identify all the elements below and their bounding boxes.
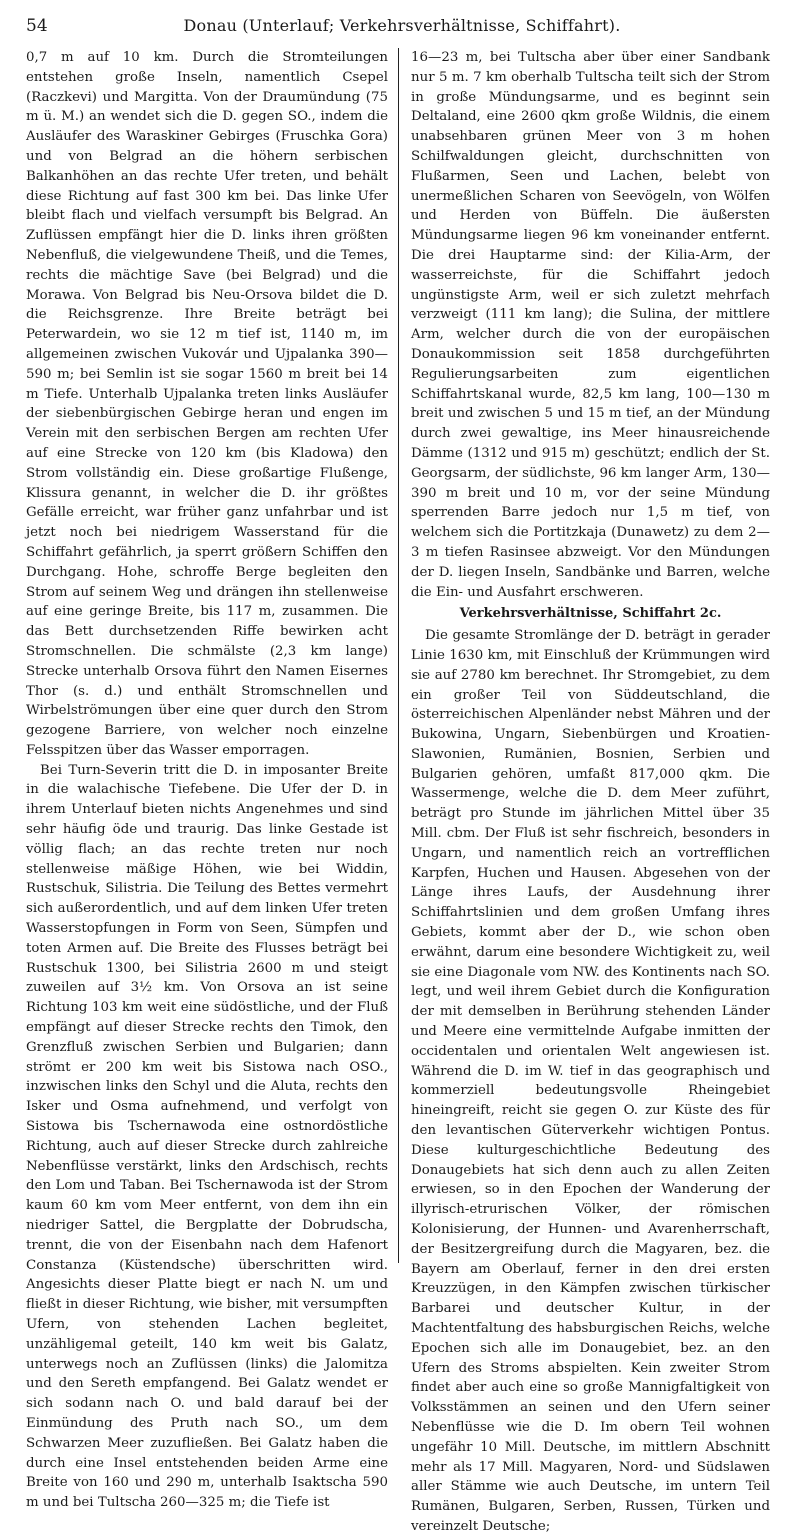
paragraph: 16—23 m, bei Tultscha aber über einer Sandbank nur 5 m. 7 km oberhalb Tultscha teilt sich der Strom in große Mündungsarme, und es beginnt sein Deltaland, eine 2600 qkm große Wildnis, die einem unabsehbaren grünen Meer von 3 m hohen Schilfwaldungen gleicht, durchschnitten von Flußarmen, Seen und Lachen, belebt von unermeßlichen Scharen von Seevögeln, von Wölfen und Herden von Büffeln. Die äußersten Mündungsarme liegen 96 km voneinander entfernt. Die drei Hauptarme sind: der Kilia-Arm, der wasserreichste, für die Schiffahrt jedoch ungünstigste Arm, weil er sich zuletzt mehrfach verzweigt (111 km lang); die Sulina, der mittlere Arm, welcher durch die von der europäischen Donaukommission seit 1858 durchgeführten Regulierungsarbeiten zum eigentlichen Schiffahrtskanal wurde, 82,5 km lang, 100—130 m breit und zwischen 5 und 15 m tief, an der Mündung durch zwei gewaltige, ins Meer hinausreichende Dämme (1312 und 915 m) geschützt; endlich der St. Georgsarm, der südlichste, 96 km langer Arm, 130—390 m breit und 10 m, vor der seine Mündung sperrenden Barre jedoch nur 1,5 m tief, von welchem sich die Portitzkaja (Dunawetz) zu dem 2—3 m tiefen Rasinsee abzweigt. Vor den Mündungen der D. liegen Inseln, Sandbänke und Barren, welche die Ein- und Ausfahrt erschweren. bbox=[411, 50, 770, 600]
right-column bbox=[398, 48, 770, 1534]
page-header bbox=[26, 16, 778, 40]
text-columns bbox=[26, 48, 778, 1534]
section-heading: Verkehrsverhältnisse, Schiffahrt 2c. bbox=[459, 606, 722, 622]
paragraph: Die gesamte Stromlänge der D. beträgt in gerader Linie 1630 km, mit Einschluß der Krümmungen wird sie auf 2780 km berechnet. Ihr Stromgebiet, zu dem ein großer Teil von Süddeutschland, die österreichischen Alpenländer nebst Mähren und der Bukowina, Ungarn, Siebenbürgen und Kroatien-Slawonien, Rumänien, Bosnien, Serbien und Bulgarien gehören, umfaßt 817,000 qkm. Die Wassermenge, welche die D. dem Meer zuführt, beträgt pro Stunde im jährlichen Mittel über 35 Mill. cbm. Der Fluß ist sehr fischreich, besonders in Ungarn, und namentlich reich an vortrefflichen Karpfen, Huchen und Hausen. Abgesehen von der Länge ihres Laufs, der Ausdehnung ihrer Schiffahrtslinien und dem großen Umfang ihres Gebiets, kommt aber der D., wie schon oben erwähnt, darum eine besondere Wichtigkeit zu, weil sie eine Diagonale vom NW. des Kontinents nach SO. legt, und weil ihrem Gebiet durch die Konfiguration der mit demselben in Berührung stehenden Länder und Meere eine vermittelnde Aufgabe inmitten der occidentalen und orientalen Welt angewiesen ist. Während die D. im W. tief in das geographisch und kommerziell bedeutungsvolle Rheingebiet hineingreift, reicht sie gegen O. zur Küste des für den levantischen Güterverkehr wichtigen Pontus. Diese kulturgeschichtliche Bedeutung des Donaugebiets hat sich denn auch zu allen Zeiten erwiesen, so in den Epochen der Wanderung der illyrisch-etrurischen Völker, der römischen Kolonisierung, der Hunnen- und Avarenherrschaft, der Besitzergreifung durch die Magyaren, bez. die Bayern am Oberlauf, ferner in den drei ersten Kreuzzügen, in den Kämpfen zwischen türkischer Barbarei und deutscher Kultur, in der Machtentfaltung des habsburgischen Reichs, welche Epochen sich alle im Donaugebiet, bez. an den Ufern des Stroms abspielten. Kein zweiter Strom findet aber auch eine so große Mannigfaltigkeit von Volksstämmen an seinen und den Ufern seiner Nebenflüsse wie die D. Im obern Teil wohnen ungefähr 10 Mill. Deutsche, im mittlern Abschnitt mehr als 17 Mill. Magyaren, Nord- und Südslawen aller Stämme wie auch Deutsche, im untern Teil Rumänen, Bulgaren, Serben, Russen, Türken und vereinzelt Deutsche; bbox=[411, 628, 770, 1534]
running-title: Donau (Unterlauf; Verkehrsverhältnisse, Schiffahrt). bbox=[183, 16, 621, 35]
paragraph: Bei Turn-Severin tritt die D. in imposanter Breite in die walachische Tiefebene. Die Ufer der D. in ihrem Unterlauf bieten nichts Angenehmes und sind sehr häufig öde und traurig. Das linke Gestade ist völlig flach; an das rechte treten nur noch stellenweise mäßige Höhen, wie bei Widdin, Rustschuk, Silistria. Die Teilung des Bettes vermehrt sich außerordentlich, und auf dem linken Ufer treten Wasserstopfungen in Form von Seen, Sümpfen und toten Armen auf. Die Breite des Flusses beträgt bei Rustschuk 1300, bei Silistria 2600 m und steigt zuweilen auf 3½ km. Von Orsova an ist seine Richtung 103 km weit eine südöstliche, und der Fluß empfängt auf dieser Strecke rechts den Timok, den Grenzfluß zwischen Serbien und Bulgarien; dann strömt er 200 km weit bis Sistowa nach OSO., inzwischen links den Schyl und die Aluta, rechts den Isker und Osma aufnehmend, und verfolgt von Sistowa bis Tschernawoda eine ostnordöstliche Richtung, auch auf dieser Strecke durch zahlreiche Nebenflüsse verstärkt, links den Ardschisch, rechts den Lom und Taban. Bei Tschernawoda ist der Strom kaum 60 km vom Meer entfernt, von dem ihn ein niedriger Sattel, die Bergplatte der Dobrudscha, trennt, die von der Eisenbahn nach dem Hafenort Constanza (Küstendsche) überschritten wird. Angesichts dieser Platte biegt er nach N. um und fließt in dieser Richtung, wie bisher, mit versumpften Ufern, von stehenden Lachen begleitet, unzähligemal geteilt, 140 km weit bis Galatz, unterwegs noch an Zuflüssen (links) die Jalomitza und den Sereth empfangend. Bei Galatz wendet er sich sodann nach O. und bald darauf bei der Einmündung des Pruth nach SO., um dem Schwarzen Meer zuzufließen. Bei Galatz haben die durch eine Insel entstehenden beiden Arme eine Breite von 160 und 290 m, unterhalb Isaktscha 590 m und bei Tultscha 260—325 m; die Tiefe ist bbox=[26, 762, 388, 1511]
page-number: 54 bbox=[26, 16, 48, 36]
left-column bbox=[26, 48, 398, 1511]
paragraph: 0,7 m auf 10 km. Durch die Stromteilungen entstehen große Inseln, namentlich Csepel (Raczkevi) und Margitta. Von der Draumündung (75 m ü. M.) an wendet sich die D. gegen SO., indem die Ausläufer des Waraskiner Gebirges (Fruschka Gora) und von Belgrad an die höhern serbischen Balkanhöhen an das rechte Ufer treten, und behält diese Richtung auf fast 300 km bei. Das linke Ufer bleibt flach und vielfach versumpft bis Belgrad. An Zuflüssen empfängt hier die D. links ihren größten Nebenfluß, die vielgewundene Theiß, und die Temes, rechts die mächtige Save (bei Belgrad) und die Morawa. Von Belgrad bis Neu-Orsova bildet die D. die Reichsgrenze. Ihre Breite beträgt bei Peterwardein, wo sie 12 m tief ist, 1140 m, im allgemeinen zwischen Vukovár und Ujpalanka 390—590 m; bei Semlin ist sie sogar 1560 m breit bei 14 m Tiefe. Unterhalb Ujpalanka treten links Ausläufer der siebenbürgischen Gebirge heran und engen im Verein mit den serbischen Bergen am rechten Ufer auf eine Strecke von 120 km (bis Kladowa) den Strom vollständig ein. Diese großartige Flußenge, Klissura genannt, in welcher die D. ihr größtes Gefälle erreicht, war früher ganz unfahrbar und ist jetzt noch bei niedrigem Wasserstand für die Schiffahrt gefährlich, ja sperrt größern Schiffen den Durchgang. Hohe, schroffe Berge begleiten den Strom auf seinem Weg und drängen ihn stellenweise auf eine geringe Breite, bis 117 m, zusammen. Die das Bett durchsetzenden Riffe bewirken acht Stromschnellen. Die schmälste (2,3 km lange) Strecke unterhalb Orsova führt den Namen Eisernes Thor (s. d.) und enthält Stromschnellen und Wirbelströmungen über eine quer durch den Strom gezogene Barriere, von welcher noch einzelne Felsspitzen über das Wasser emporragen. bbox=[26, 50, 388, 758]
